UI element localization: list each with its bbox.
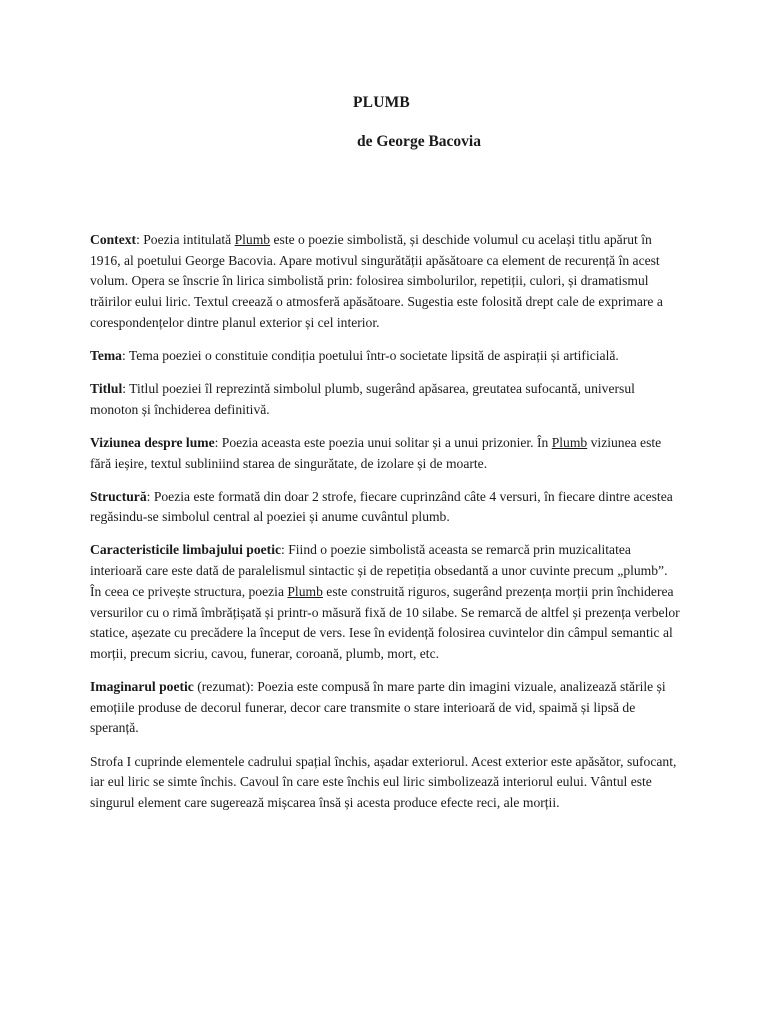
label-imaginarul: Imaginarul poetic <box>90 679 194 694</box>
paragraph-titlul <box>90 379 680 420</box>
text-strofa-1: Strofa I cuprinde elementele cadrului spațial închis, așadar exteriorul. Acest exterior este apăsător, sufocant, iar eul liric se simte închis. Cavoul în care este închis eul liric simbolizează interiorul eului. Vântul este singurul element care sugerează mișcarea însă și acesta produce efecte reci, ale morții. <box>90 753 677 810</box>
text-viziunea-2: viziunea este fără ieșire, textul subliniind starea de singurătate, de izolare și de moarte. <box>90 434 662 471</box>
paragraph-imaginarul <box>90 677 680 739</box>
text-viziunea-1: : Poezia aceasta este poezia unui solitar și a unui prizonier. În <box>214 434 552 450</box>
label-caracteristici: Caracteristicile limbajului poetic <box>90 542 282 558</box>
label-tema: Tema <box>90 347 122 363</box>
text-tema: : Tema poeziei o constituie condiția poetului într-o societate lipsită de aspirații și artificială. <box>121 347 619 363</box>
paragraph-tema <box>90 346 680 367</box>
paragraph-viziunea <box>90 433 680 474</box>
text-structura: : Poezia este formată din doar 2 strofe, fiecare cuprinzând câte 4 versuri, în fiecare dintre acestea regăsindu-se simbolul central al poeziei și anume cuvântul plumb. <box>90 488 673 525</box>
text-context-1: : Poezia intitulată <box>136 232 235 247</box>
text-imaginarul: (rezumat): Poezia este compusă în mare parte din imagini vizuale, analizează stările și emoțiile produse de decorul funerar, decor care transmite o stare interioară de vid, spaimă și lipsă de speranță. <box>90 679 666 736</box>
document-subtitle: de George Bacovia <box>357 133 481 150</box>
document-title: PLUMB <box>353 94 410 111</box>
link-plumb-caracteristici[interactable]: Plumb <box>287 583 323 599</box>
text-caracteristici-2: este construită riguros, sugerând prezența morții prin închiderea versurilor cu o rimă îmbrățișată și printr-o măsură fixă de 10 silabe. Se remarcă de altfel și prezența verbelor statice, așezate cu precădere la început de vers. Iese în evidență folosirea cuvintelor din câmpul semantic al morții, precum sicriu, cavou, funerar, coroană, plumb, mort, etc. <box>90 583 680 661</box>
paragraph-structura <box>90 487 680 528</box>
paragraph-caracteristici <box>90 540 680 664</box>
text-context-2: este o poezie simbolistă, și deschide volumul cu același titlu apărut în 1916, al poetului George Bacovia. Apare motivul singurătății apăsătoare ca element de recurență în acest volum. Opera se înscrie în lirica simbolistă prin: folosirea simbolurilor, repetiții, culori, și dramatismul trăirilor eului liric. Textul creează o atmosferă apăsătoare. Sugestia este folosită drept cale de exprimare a corespondențelor dintre planul exterior și cel interior. <box>90 232 663 330</box>
text-caracteristici-1: : Fiind o poezie simbolistă aceasta se remarcă prin muzicalitatea interioară care este dată de paralelismul sintactic și de repetiția obsedantă a unor cuvinte precum „plumb”. În ceea ce privește structura, poezia <box>90 542 668 599</box>
link-plumb-viziunea[interactable]: Plumb <box>551 434 588 450</box>
label-structura: Structură <box>90 488 147 504</box>
paragraph-strofa-1 <box>90 752 680 814</box>
link-plumb-context[interactable]: Plumb <box>234 232 271 247</box>
document-body <box>90 230 680 826</box>
label-context: Context <box>90 232 137 247</box>
paragraph-context <box>90 230 680 334</box>
label-viziunea: Viziunea despre lume <box>90 434 215 450</box>
text-titlul: : Titlul poeziei îl reprezintă simbolul plumb, sugerând apăsarea, greutatea sufocantă, universul monoton și închiderea definitivă. <box>90 381 635 417</box>
label-titlul: Titlul <box>90 381 123 396</box>
